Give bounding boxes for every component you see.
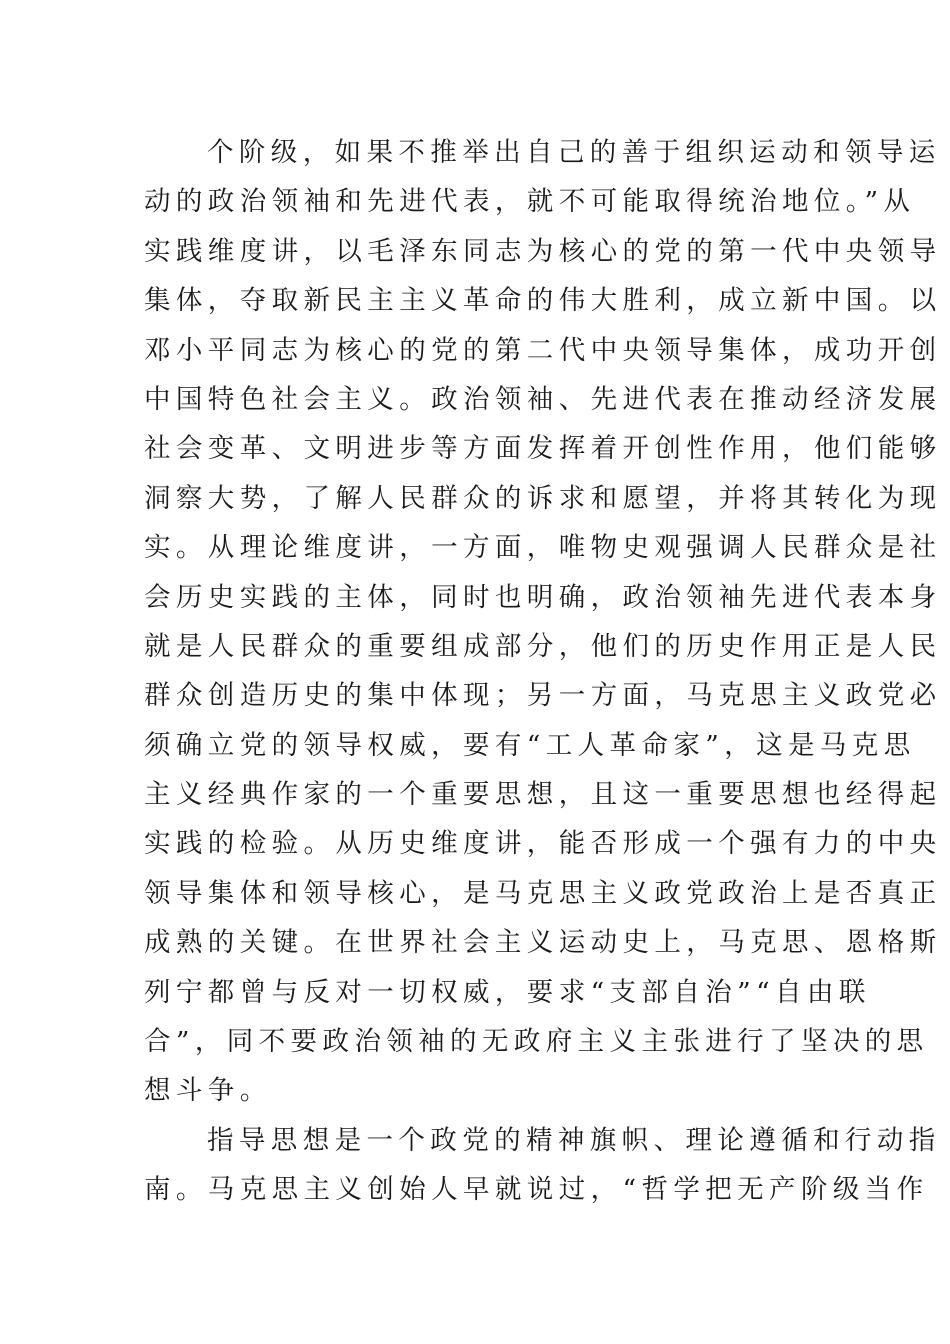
text-line: 邓小平同志为核心的党的第二代中央领导集体，成功开创 xyxy=(144,334,942,366)
text-line: 实践维度讲，以毛泽东同志为核心的党的第一代中央领导 xyxy=(144,235,942,267)
text-line: 主义经典作家的一个重要思想，且这一重要思想也经得起 xyxy=(144,779,942,811)
text-line: 群众创造历史的集中体现；另一方面，马克思主义政党必 xyxy=(144,680,942,712)
text-line: 会历史实践的主体，同时也明确，政治领袖先进代表本身 xyxy=(144,581,942,613)
text-line: 社会变革、文明进步等方面发挥着开创性作用，他们能够 xyxy=(144,433,942,465)
paragraph-2 xyxy=(144,1116,941,1215)
text-line: 实。从理论维度讲，一方面，唯物史观强调人民群众是社 xyxy=(144,532,942,564)
text-line: 领导集体和领导核心，是马克思主义政党政治上是否真正 xyxy=(144,877,942,909)
text-line: 实践的检验。从历史维度讲，能否形成一个强有力的中央 xyxy=(144,828,942,860)
text-line: 想斗争。 xyxy=(144,1075,272,1107)
text-line: 须确立党的领导权威，要有“工人革命家”，这是马克思 xyxy=(144,729,916,761)
text-line: 列宁都曾与反对一切权威，要求“支部自治”“自由联 xyxy=(144,976,871,1008)
text-line: 个阶级，如果不推举出自己的善于组织运动和领导运 xyxy=(207,137,941,168)
text-line: 洞察大势，了解人民群众的诉求和愿望，并将其转化为现 xyxy=(144,482,942,514)
text-line: 中国特色社会主义。政治领袖、先进代表在推动经济发展 xyxy=(144,383,942,415)
text-line: 成熟的关键。在世界社会主义运动史上，马克思、恩格斯 xyxy=(144,927,942,959)
document-body xyxy=(144,128,942,1215)
text-line: 就是人民群众的重要组成部分，他们的历史作用正是人民 xyxy=(144,630,942,662)
text-line: 南。马克思主义创始人早就说过，“哲学把无产阶级当作 xyxy=(144,1174,929,1206)
text-line: 集体，夺取新民主主义革命的伟大胜利，成立新中国。以 xyxy=(144,285,942,317)
text-line: 动的政治领袖和先进代表，就不可能取得统治地位。”从 xyxy=(144,186,916,218)
text-line: 指导思想是一个政党的精神旗帜、理论遵循和行动指 xyxy=(207,1124,941,1156)
text-line: 合”，同不要政治领袖的无政府主义主张进行了坚决的思 xyxy=(144,1026,929,1058)
paragraph-1 xyxy=(144,128,942,1116)
